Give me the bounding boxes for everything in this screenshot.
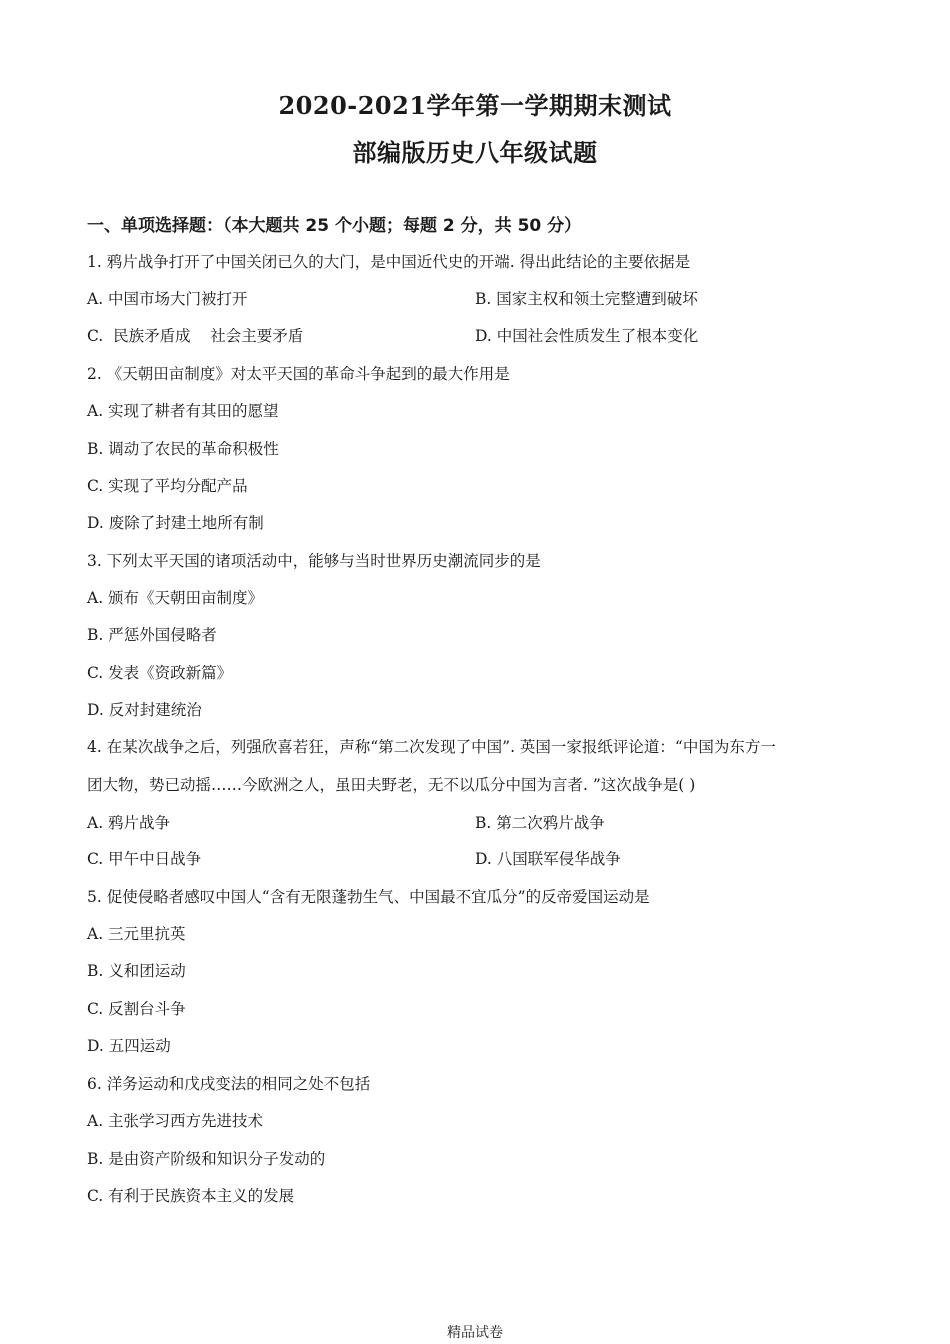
question-6-option-b: B. 是由资产阶级和知识分子发动的 [87, 1150, 326, 1168]
question-4-stem-cont: 团大物，势已动摇……今欧洲之人，虽田夫野老，无不以瓜分中国为言者. ”这次战争是( ) [87, 776, 696, 794]
question-5-option-c: C. 反割台斗争 [87, 1000, 186, 1018]
question-3-option-b: B. 严惩外国侵略者 [87, 626, 217, 644]
question-4-option-a: A. 鸦片战争 [87, 814, 171, 832]
question-5-option-a: A. 三元里抗英 [87, 925, 186, 943]
question-3-option-d: D. 反对封建统治 [87, 701, 202, 719]
exam-title: 2020-2021学年第一学期期末测试 [278, 91, 672, 120]
question-5-option-b: B. 义和团运动 [87, 962, 186, 980]
question-2-option-a: A. 实现了耕者有其田的愿望 [87, 402, 279, 420]
question-3-option-c: C. 发表《资政新篇》 [87, 664, 233, 682]
question-5-option-d: D. 五四运动 [87, 1037, 171, 1055]
question-3-option-a: A. 颁布《天朝田亩制度》 [87, 589, 264, 607]
question-5-stem: 5. 促使侵略者感叹中国人“含有无限蓬勃生气、中国最不宜瓜分”的反帝爱国运动是 [87, 888, 650, 906]
question-6-option-c: C. 有利于民族资本主义的发展 [87, 1187, 295, 1205]
question-2-option-d: D. 废除了封建土地所有制 [87, 514, 264, 532]
question-1-stem: 1. 鸦片战争打开了中国关闭已久的大门，是中国近代史的开端. 得出此结论的主要依据是 [87, 253, 691, 271]
page-footer: 精品试卷 [447, 1325, 503, 1341]
exam-subtitle: 部编版历史八年级试题 [352, 138, 598, 167]
question-4-stem: 4. 在某次战争之后，列强欣喜若狂，声称“第二次发现了中国”. 英国一家报纸评论道：“中国为东方一 [87, 738, 776, 756]
section-heading: 一、单项选择题：（本大题共 25 个小题；每题 2 分，共 50 分） [87, 216, 582, 236]
question-4-option-d: D. 八国联军侵华战争 [475, 850, 621, 868]
question-6-stem: 6. 洋务运动和戊戌变法的相同之处不包括 [87, 1075, 371, 1093]
question-6-option-a: A. 主张学习西方先进技术 [87, 1112, 264, 1130]
question-1-option-c: C. 民族矛盾成 社会主要矛盾 [87, 327, 304, 345]
question-4-option-b: B. 第二次鸦片战争 [475, 814, 605, 832]
question-1-option-a: A. 中国市场大门被打开 [87, 290, 248, 308]
question-2-stem: 2. 《天朝田亩制度》对太平天国的革命斗争起到的最大作用是 [87, 365, 510, 383]
question-1-option-d: D. 中国社会性质发生了根本变化 [475, 327, 699, 345]
question-4-option-c: C. 甲午中日战争 [87, 850, 202, 868]
question-2-option-b: B. 调动了农民的革命积极性 [87, 440, 279, 458]
question-1-option-b: B. 国家主权和领土完整遭到破坏 [475, 290, 698, 308]
question-2-option-c: C. 实现了平均分配产品 [87, 477, 248, 495]
question-3-stem: 3. 下列太平天国的诸项活动中，能够与当时世界历史潮流同步的是 [87, 552, 541, 570]
